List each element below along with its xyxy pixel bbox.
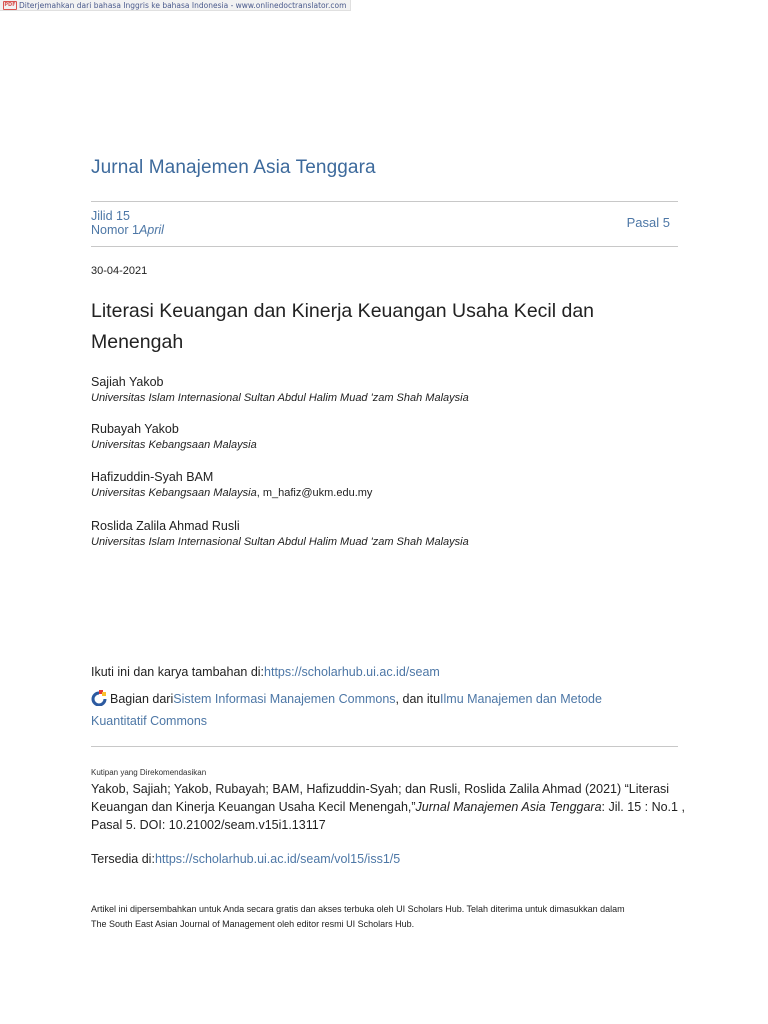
issue-info: [91, 209, 164, 237]
citation-label: Kutipan yang Direkomendasikan: [91, 768, 207, 777]
author-affiliation: Universitas Kebangsaan Malaysia: [91, 487, 257, 499]
article-title: Literasi Keuangan dan Kinerja Keuangan Usaha Kecil dan Menengah: [91, 300, 595, 353]
number-label[interactable]: Nomor 1: [91, 223, 139, 237]
author-affiliation: Universitas Islam Internasional Sultan Abdul Halim Muad 'zam Shah Malaysia: [91, 536, 469, 548]
author-affiliation: Universitas Islam Internasional Sultan Abdul Halim Muad 'zam Shah Malaysia: [91, 392, 469, 404]
part-of-label: Bagian dari: [110, 692, 174, 706]
publication-date: 30-04-2021: [91, 265, 148, 277]
bepress-commons-icon: [91, 690, 107, 706]
citation-part: : Jil. 15 : No.1 , Pasal 5. DOI: 10.21002/seam.v15i1.13117: [91, 800, 685, 832]
author-name: Roslida Zalila Ahmad Rusli: [91, 519, 240, 533]
footer-note: Artikel ini dipersembahkan untuk Anda secara gratis dan akses terbuka oleh UI Scholars Hub. Telah diterima untuk dimasukkan dalam The South East Asian Journal of Management oleh editor resmi UI Scholars Hub.: [91, 904, 625, 929]
banner-text: Diterjemahkan dari bahasa Inggris ke bahasa Indonesia - www.onlinedoctranslator.com: [19, 0, 347, 10]
author-name: Hafizuddin-Syah BAM: [91, 470, 214, 484]
divider-top: [91, 201, 678, 202]
commons-link-1[interactable]: Sistem Informasi Manajemen Commons: [173, 692, 396, 706]
translator-banner[interactable]: [0, 0, 351, 11]
citation-text: [91, 780, 691, 834]
month-label: April: [138, 223, 164, 237]
follow-label: Ikuti ini dan karya tambahan di:: [91, 665, 265, 679]
divider-citation: [91, 746, 678, 747]
part-of-connector: , dan itu: [395, 692, 441, 706]
available-label: Tersedia di:: [91, 852, 155, 866]
author-name: Sajiah Yakob: [91, 375, 164, 389]
available-link[interactable]: https://scholarhub.ui.ac.id/seam/vol15/iss1/5: [154, 852, 401, 866]
author-email: , m_hafiz@ukm.edu.my: [256, 487, 373, 499]
article-number[interactable]: Pasal 5: [626, 215, 670, 230]
author-block: [91, 374, 469, 406]
divider-issue: [91, 246, 678, 247]
available-line: [91, 852, 400, 866]
part-of-line: [91, 688, 651, 732]
citation-part: Yakob, Sajiah; Yakob, Rubayah; BAM, Hafizuddin-Syah; dan Rusli, Roslida Zalila Ahmad (2021) “Literasi Keuangan dan Kinerja Keuangan Usaha Kecil Menengah,”: [91, 782, 670, 814]
follow-line: [91, 665, 440, 679]
author-affiliation: Universitas Kebangsaan Malaysia: [91, 439, 257, 451]
volume-label[interactable]: Jilid 15: [91, 209, 130, 223]
author-block: [91, 518, 469, 550]
citation-journal: Jurnal Manajemen Asia Tenggara: [415, 800, 602, 814]
author-name: Rubayah Yakob: [91, 422, 179, 436]
pdf-translator-icon: PDF: [4, 1, 16, 8]
author-block: [91, 421, 257, 453]
author-block: [91, 469, 372, 501]
commons-link-2[interactable]: Ilmu Manajemen dan Metode Kuantitatif Commons: [91, 692, 602, 728]
follow-link[interactable]: https://scholarhub.ui.ac.id/seam: [264, 665, 440, 679]
journal-title[interactable]: Jurnal Manajemen Asia Tenggara: [91, 157, 376, 178]
